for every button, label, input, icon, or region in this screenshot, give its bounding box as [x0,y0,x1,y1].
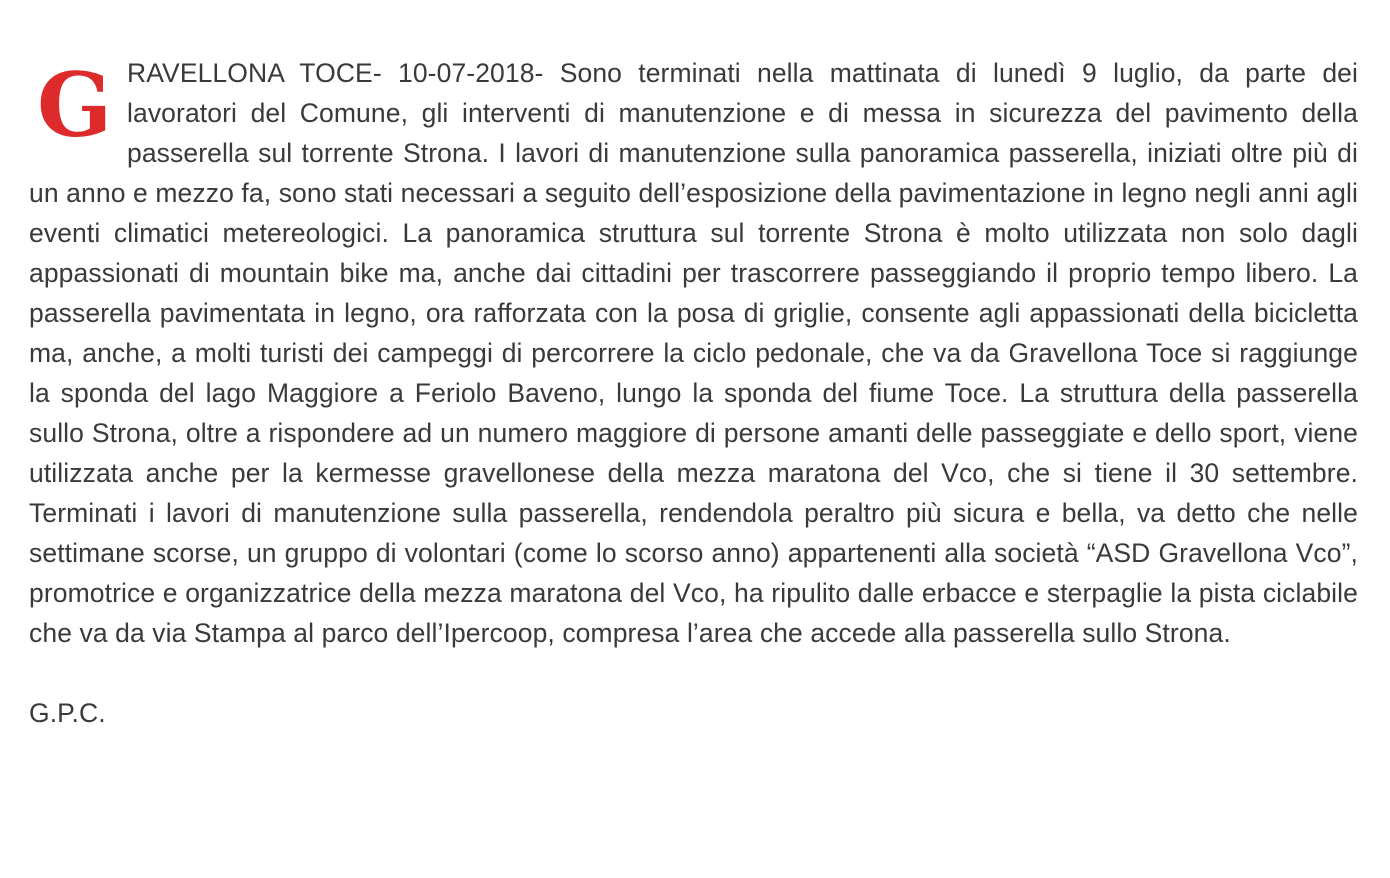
article-body [29,53,1358,733]
author-signature: G.P.C. [29,698,106,728]
article-text: RAVELLONA TOCE- 10-07-2018- Sono terminati nella mattinata di lunedì 9 luglio, da parte dei lavoratori del Comune, gli interventi di manutenzione e di messa in sicurezza del pavimento della passerella sul torrente Strona. I lavori di manutenzione sulla panoramica passerella, iniziati oltre più di un anno e mezzo fa, sono stati necessari a seguito dell’esposizione della pavimentazione in legno negli anni agli eventi climatici metereologici. La panoramica struttura sul torrente Strona è molto utilizzata non solo dagli appassionati di mountain bike ma, anche dai cittadini per trascorrere passeggiando il proprio tempo libero. La passerella pavimentata in legno, ora rafforzata con la posa di griglie, consente agli appassionati della bicicletta ma, anche, a molti turisti dei campeggi di percorrere la ciclo pedonale, che va da Gravellona Toce si raggiunge la sponda del lago Maggiore a Feriolo Baveno, lungo la sponda del fiume Toce. La struttura della passerella sullo Strona, oltre a rispondere ad un numero maggiore di persone amanti delle passeggiate e dello sport, viene utilizzata anche per la kermesse gravellonese della mezza maratona del Vco, che si tiene il 30 settembre. Terminati i lavori di manutenzione sulla passerella, rendendola peraltro più sicura e bella, va detto che nelle settimane scorse, un gruppo di volontari (come lo scorso anno) appartenenti alla società “ASD Gravellona Vco”, promotrice e organizzatrice della mezza maratona del Vco, ha ripulito dalle erbacce e sterpaglie la pista ciclabile che va da via Stampa al parco dell’Ipercoop, compresa l’area che accede alla passerella sullo Strona. [29,58,1358,648]
drop-cap-letter: G [37,53,113,157]
article-paragraph [29,53,1358,653]
